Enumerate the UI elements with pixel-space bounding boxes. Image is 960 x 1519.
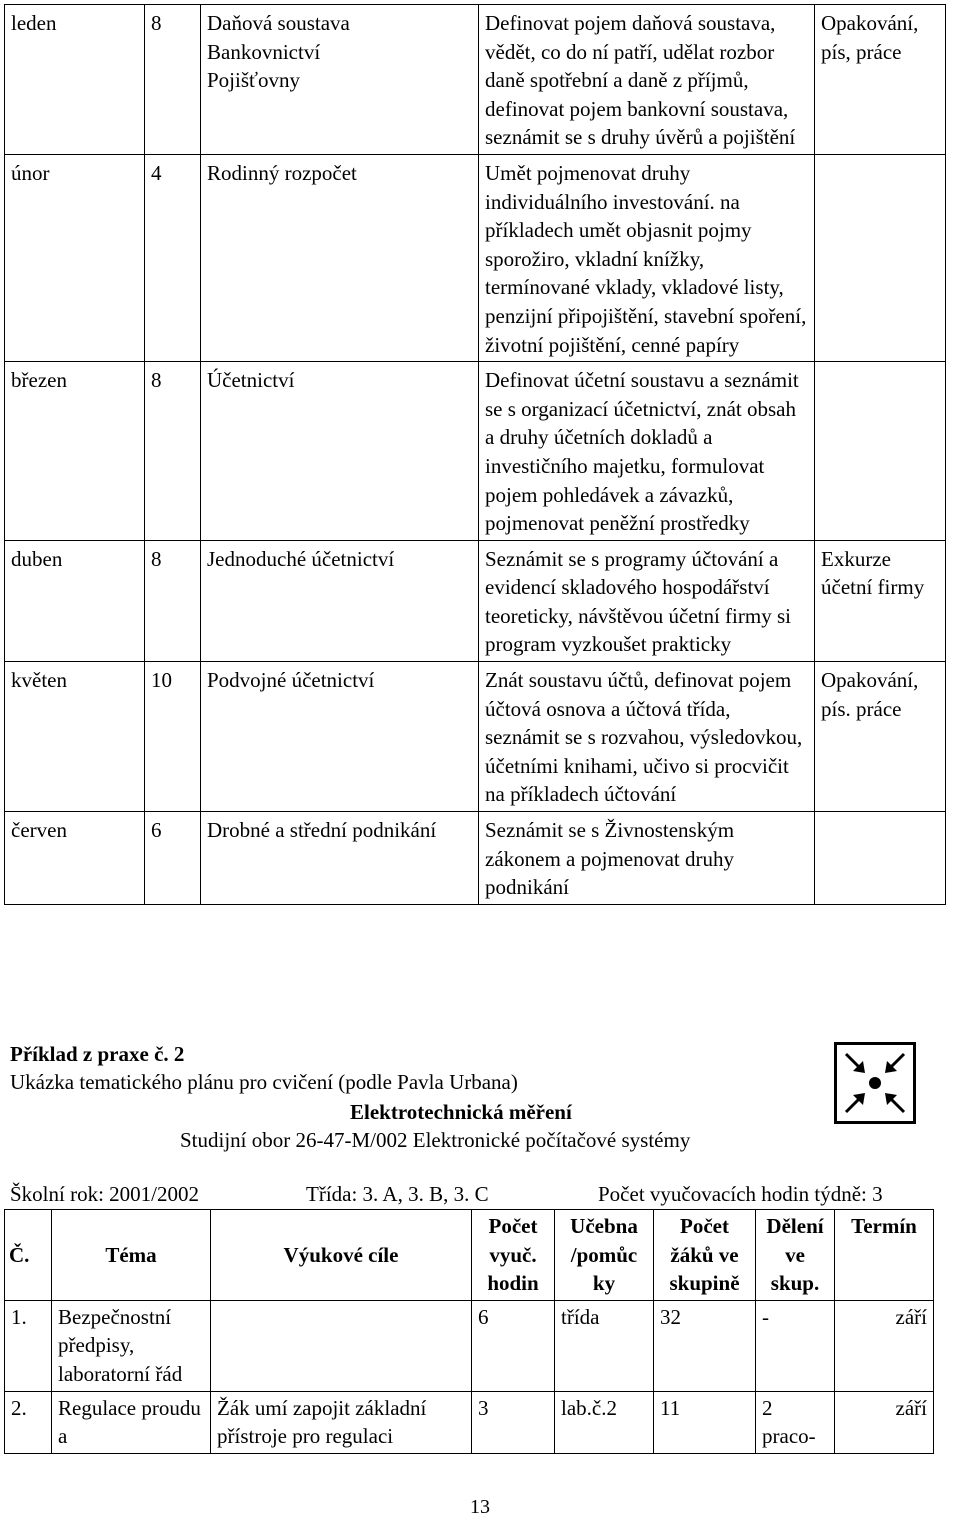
topic-cell: Podvojné účetnictví bbox=[201, 662, 479, 812]
cell: 2 praco- bbox=[756, 1391, 835, 1453]
col-header: Termín bbox=[835, 1210, 934, 1301]
cell: - bbox=[756, 1300, 835, 1391]
weekly-hours: Počet vyučovacích hodin týdně: 3 bbox=[598, 1182, 883, 1206]
cell: 3 bbox=[472, 1391, 555, 1453]
cell bbox=[211, 1300, 472, 1391]
note-cell bbox=[815, 812, 946, 905]
hours-cell: 10 bbox=[145, 662, 201, 812]
hours-cell: 4 bbox=[145, 154, 201, 361]
cell: lab.č.2 bbox=[555, 1391, 654, 1453]
topic-cell: Rodinný rozpočet bbox=[201, 154, 479, 361]
month-cell: únor bbox=[5, 154, 145, 361]
hours-cell: 8 bbox=[145, 362, 201, 541]
cell: Regulace proudu a bbox=[52, 1391, 211, 1453]
table-row bbox=[5, 5, 946, 155]
topic-cell: Daňová soustava Bankovnictví Pojišťovny bbox=[201, 5, 479, 155]
class-label: Třída: 3. A, 3. B, 3. C bbox=[306, 1182, 489, 1206]
col-header: Počet vyuč. hodin bbox=[472, 1210, 555, 1301]
lab-plan-table bbox=[4, 1209, 934, 1454]
class-info bbox=[10, 1180, 950, 1208]
month-cell: duben bbox=[5, 540, 145, 661]
month-cell: leden bbox=[5, 5, 145, 155]
cell: 2. bbox=[5, 1391, 52, 1453]
study-program: Studijní obor 26-47-M/002 Elektronické počítačové systémy bbox=[180, 1128, 691, 1152]
goals-cell: Znát soustavu účtů, definovat pojem účtová osnova a účtová třída, seznámit se s rozvahou, výsledovkou, účetními knihami, učivo si procvičit na příkladech účtování bbox=[479, 662, 815, 812]
topic-cell: Drobné a střední podnikání bbox=[201, 812, 479, 905]
cell: Žák umí zapojit základní přístroje pro regulaci bbox=[211, 1391, 472, 1453]
table-row bbox=[5, 154, 946, 361]
cell: 11 bbox=[654, 1391, 756, 1453]
note-cell: Opakování, pís, práce bbox=[815, 5, 946, 155]
cell: 6 bbox=[472, 1300, 555, 1391]
table-header-row bbox=[5, 1210, 934, 1301]
cell: září bbox=[835, 1391, 934, 1453]
cell: Bezpečnostní předpisy, laboratorní řád bbox=[52, 1300, 211, 1391]
table-row bbox=[5, 362, 946, 541]
note-cell bbox=[815, 362, 946, 541]
hours-cell: 6 bbox=[145, 812, 201, 905]
col-header: Učebna /pomůc ky bbox=[555, 1210, 654, 1301]
goals-cell: Seznámit se s programy účtování a evidencí skladového hospodářství teoreticky, návštěvou účetní firmy si program vyzkoušet prakticky bbox=[479, 540, 815, 661]
goals-cell: Seznámit se s Živnostenským zákonem a pojmenovat druhy podnikání bbox=[479, 812, 815, 905]
note-cell: Exkurze účetní firmy bbox=[815, 540, 946, 661]
table-row bbox=[5, 812, 946, 905]
example-description: Ukázka tematického plánu pro cvičení (podle Pavla Urbana) bbox=[10, 1070, 518, 1094]
month-cell: březen bbox=[5, 362, 145, 541]
table-row bbox=[5, 1391, 934, 1453]
note-cell bbox=[815, 154, 946, 361]
example-title: Příklad z praxe č. 2 bbox=[10, 1042, 185, 1066]
subject-title: Elektrotechnická měření bbox=[350, 1100, 572, 1124]
note-cell: Opakování, pís. práce bbox=[815, 662, 946, 812]
table-row bbox=[5, 1300, 934, 1391]
cell: 1. bbox=[5, 1300, 52, 1391]
school-year: Školní rok: 2001/2002 bbox=[10, 1182, 200, 1206]
goals-cell: Umět pojmenovat druhy individuálního investování. na příkladech umět objasnit pojmy sporožiro, vkladní knížky, termínované vklady, vkladové listy, penzijní připojištění, stavební spoření, životní pojištění, cenné papíry bbox=[479, 154, 815, 361]
example-block bbox=[10, 1040, 950, 1152]
page-number: 13 bbox=[470, 1496, 490, 1518]
arrows-converging-icon bbox=[834, 1042, 916, 1124]
cell: 32 bbox=[654, 1300, 756, 1391]
table-row bbox=[5, 662, 946, 812]
col-header: Téma bbox=[52, 1210, 211, 1301]
col-header: Výukové cíle bbox=[211, 1210, 472, 1301]
table-row bbox=[5, 540, 946, 661]
topic-cell: Účetnictví bbox=[201, 362, 479, 541]
cell: září bbox=[835, 1300, 934, 1391]
col-header: Č. bbox=[5, 1210, 52, 1301]
col-header: Počet žáků ve skupině bbox=[654, 1210, 756, 1301]
goals-cell: Definovat účetní soustavu a seznámit se s organizací účetnictví, znát obsah a druhy účetních dokladů a investičního majetku, formulovat pojem pohledávek a závazků, pojmenovat peněžní prostředky bbox=[479, 362, 815, 541]
month-cell: květen bbox=[5, 662, 145, 812]
cell: třída bbox=[555, 1300, 654, 1391]
thematic-plan-table bbox=[4, 4, 946, 905]
topic-cell: Jednoduché účetnictví bbox=[201, 540, 479, 661]
goals-cell: Definovat pojem daňová soustava, vědět, co do ní patří, udělat rozbor daně spotřební a daně z příjmů, definovat pojem bankovní soustava, seznámit se s druhy úvěrů a pojištění bbox=[479, 5, 815, 155]
month-cell: červen bbox=[5, 812, 145, 905]
hours-cell: 8 bbox=[145, 540, 201, 661]
hours-cell: 8 bbox=[145, 5, 201, 155]
col-header: Dělení ve skup. bbox=[756, 1210, 835, 1301]
